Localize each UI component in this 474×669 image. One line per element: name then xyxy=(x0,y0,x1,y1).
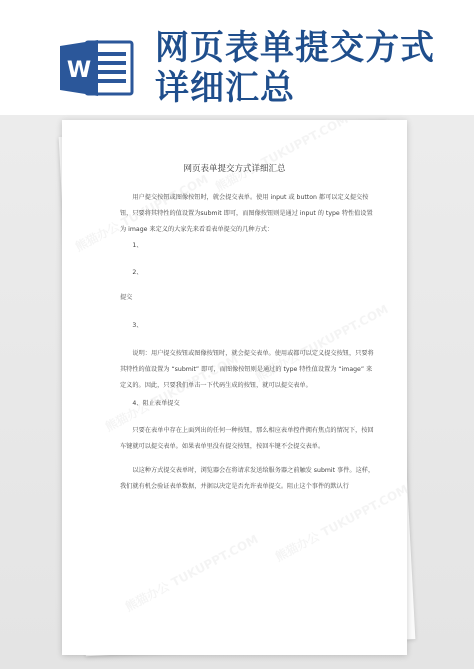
paragraph-item-1: 1、 xyxy=(132,242,143,249)
banner-title xyxy=(155,28,435,108)
paragraph-item-3: 3、 xyxy=(132,322,143,329)
paragraph-heading-4: 4、阻止表单提交 xyxy=(132,400,180,407)
svg-text:W: W xyxy=(66,58,92,83)
document-page xyxy=(62,120,407,655)
document-title: 网页表单提交方式详细汇总 xyxy=(183,164,286,174)
paragraph-note: 说明：用户提交按钮或图像按钮时，就会提交表单。使用或都可以定义提交按钮，只要将其特性的值设置为 “submit” 即可，而图像按钮则是通过的 type 特性值设置为 “image” 来定义的。因此，只要我们单击一下代码生成的按钮，就可以提交表单。 xyxy=(120,350,374,389)
watermark xyxy=(122,530,261,615)
banner xyxy=(0,0,474,115)
word-document-icon xyxy=(58,36,136,100)
paragraph-submit-event: 以这种方式提交表单时，浏览器会在将请求发送给服务器之前触发 submit 事件。这样，我们就有机会验证表单数据，并据以决定是否允许表单提交。阻止这个事件的默认行 xyxy=(120,467,375,490)
banner-title-line-1: 网页表单提交方式 xyxy=(155,28,435,68)
paragraph-enter-key: 只要在表单中存在上面列出的任何一种按钮，那么相应表单控件拥有焦点的情况下，按回车键就可以提交表单。如果表单里没有提交按钮，按回车键不会提交表单。 xyxy=(120,427,374,450)
paragraph-intro: 用户提交按钮或图像按钮时，就会提交表单。使用 input 或 button 都可以定义提交按钮，只要将其特性的值设置为submit 即可，而图像按钮则是通过 input 的 type 特性值设置为 image 来定义的大家先来看看表单提交的几种方式： xyxy=(120,194,373,233)
paragraph-item-2: 2、 xyxy=(132,269,143,276)
banner-title-line-2: 详细汇总 xyxy=(155,68,295,108)
watermark xyxy=(212,120,351,195)
paragraph-submit: 提交 xyxy=(120,294,133,301)
